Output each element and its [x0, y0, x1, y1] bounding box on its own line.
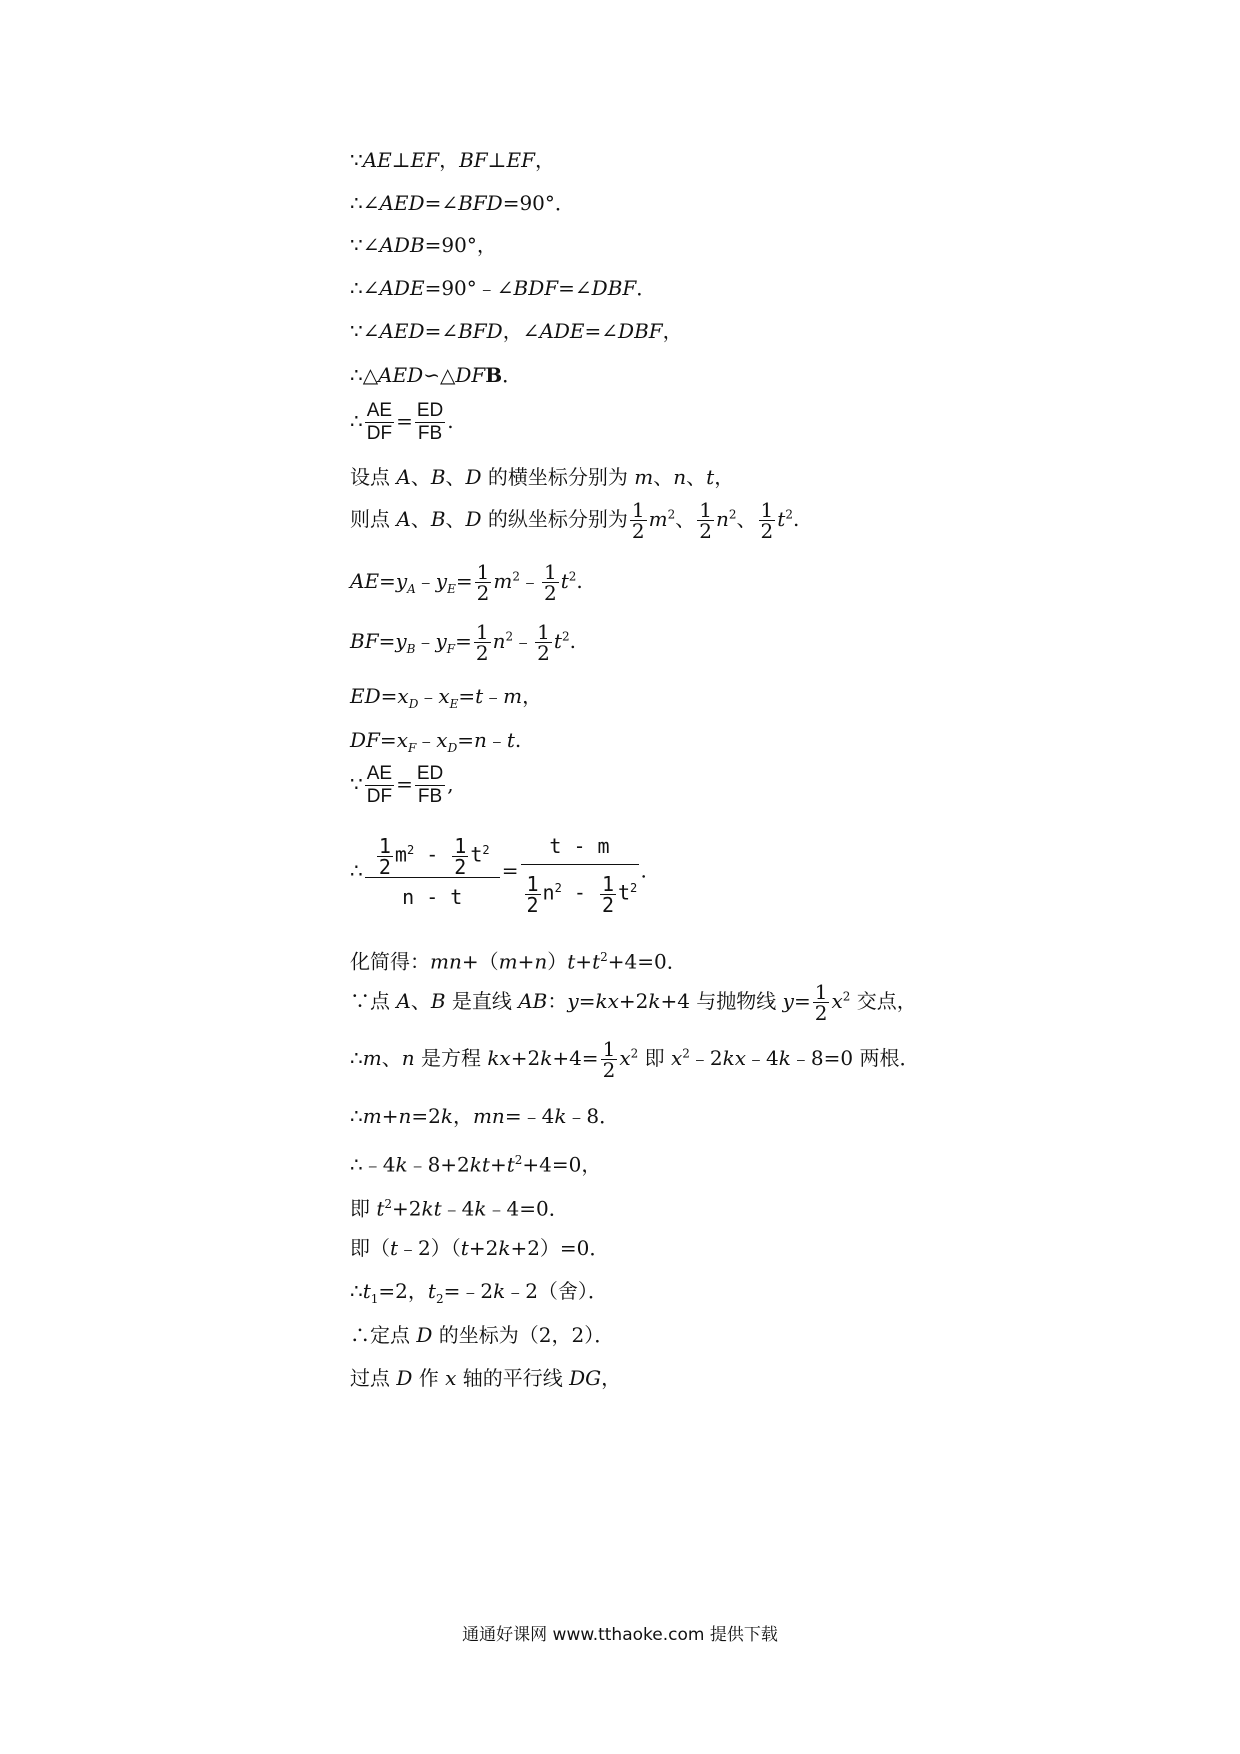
proof-line-6: ∴△AED∽△DFB．: [350, 363, 523, 387]
bf-expression: $BF=y_B﹣y_F=$ $\frac{1}{2}$ $n^2﹣$ $\frac{1}{2}$ $t^2$.: [350, 620, 576, 665]
substitute-line: $\therefore﹣4k﹣8+2kt+t^2+4=0$，: [350, 1152, 602, 1177]
proof-line-2: ∴∠AED=∠BFD=90°．: [350, 191, 575, 215]
fraction: $\frac{ED}{FB}$: [416, 400, 444, 444]
fraction: $\frac{ED}{FB}$: [416, 763, 444, 807]
intersection-line: ∵点 A、B 是直线 AB：y=kx+2k+4 与抛物线 y= $\frac{1}{2}$ $x^2$ 交点，: [350, 980, 917, 1025]
quadratic-line: 即 $t^2+2kt﹣4k﹣4=0$．: [350, 1196, 569, 1221]
complex-equation: ∴ $\frac{1}{2}$ $m^2$ - $\frac{1}{2}$ $t^2$ n - t = t - m $\frac{1}{2}$ $n^2$ - $\frac{1}{2}$ $t^2$ .: [350, 833, 647, 917]
ae-expression: $AE=y_A﹣y_E=$ $\frac{1}{2}$ $m^2﹣$ $\frac{1}{2}$ $t^2$.: [350, 560, 583, 605]
fraction: $\frac{AE}{DF}$: [366, 400, 393, 444]
df-expression: $DF=x_F﹣x_D=n﹣t$.: [350, 728, 522, 755]
parallel-line: 过点 D 作 x 轴的平行线 DG，: [350, 1366, 622, 1390]
factored-line: 即（t﹣2）（t+2k+2）=0．: [350, 1236, 610, 1260]
ratio-line-1: ∴ $\frac{AE}{DF}$ = $\frac{ED}{FB}$ .: [350, 400, 454, 444]
proof-line-4: ∴∠ADE=90°﹣∠BDF=∠DBF．: [350, 276, 657, 300]
fixed-point-line: ∴定点 D 的坐标为（2，2）．: [350, 1323, 615, 1347]
page-footer: 通通好课网 www.tthaoke.com 提供下载: [462, 1625, 778, 1645]
solution-line: $\therefore t_1=2$，$t_2=﹣2k﹣2$（舍）．: [350, 1279, 608, 1306]
roots-line: ∴m、n 是方程 kx+2k+4= $\frac{1}{2}$ $x^2$ 即 $x^2﹣2kx﹣4k﹣8=0$ 两根．: [350, 1037, 920, 1082]
fraction: $\frac{AE}{DF}$: [366, 763, 393, 807]
proof-line-5: ∵∠AED=∠BFD，∠ADE=∠DBF，: [350, 319, 683, 343]
proof-line-1: ∵AE⊥EF，BF⊥EF，: [350, 148, 555, 172]
ratio-line-2: ∵ $\frac{AE}{DF}$ = $\frac{ED}{FB}$ ,: [350, 763, 454, 807]
proof-line-8: 则点 A、B、D 的纵坐标分别为 $\frac{1}{2}$ $m^2$、 $\frac{1}{2}$ $n^2$、 $\frac{1}{2}$ $t^2$.: [350, 498, 800, 543]
proof-line-7: 设点 A、B、D 的横坐标分别为 m、n、t，: [350, 465, 735, 489]
ed-expression: $ED=x_D﹣x_E=t﹣m$，: [350, 684, 543, 711]
proof-line-3: ∵∠ADB=90°，: [350, 233, 497, 257]
vieta-line: ∴m+n=2k，mn=﹣4k﹣8．: [350, 1104, 620, 1128]
simplified-line: 化简得：$mn+(m+n)t+t^2+4=0$．: [350, 949, 687, 974]
